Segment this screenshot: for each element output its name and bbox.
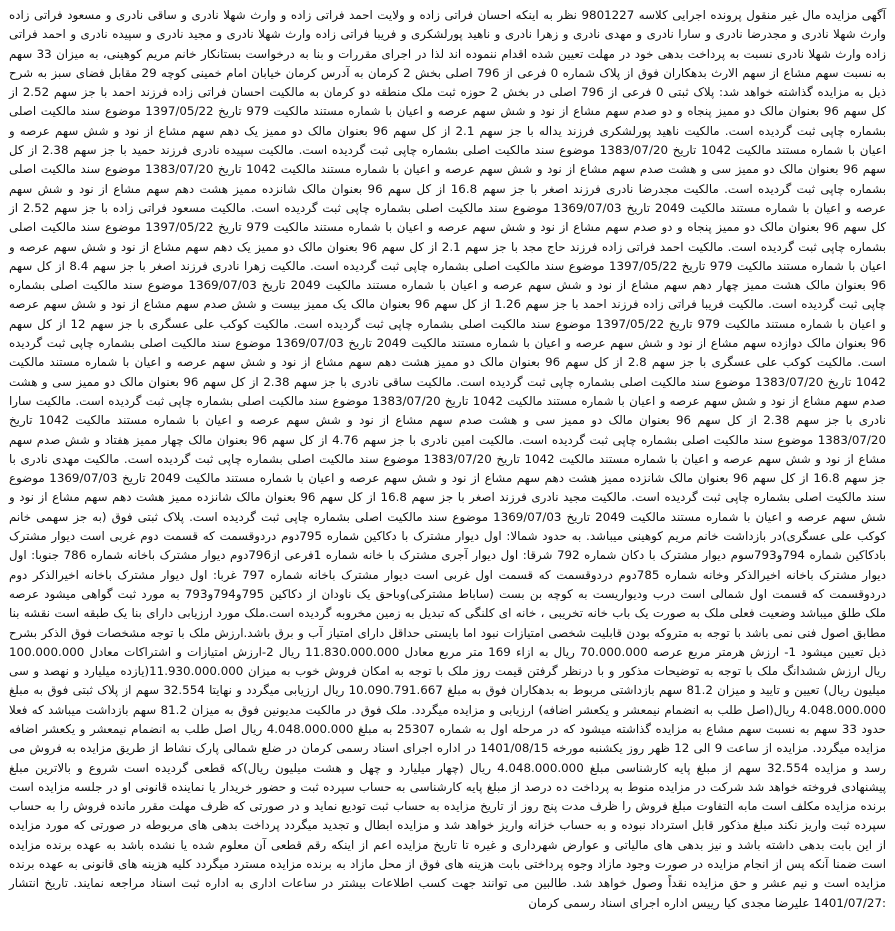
auction-notice-text: آگهی مزایده مال غیر منقول پرونده اجرایی کلاسه 9801227 نظر به اینکه احسان فراتی زاده و ولایت احمد فراتی زاده و وارث شهلا نادری و ساقی نادری و مسعود فراتی زاده وارث شهلا نادری و مجدرضا نادری و سارا نادری و مهدی نادری و زهرا نادری و ناهید پورلشکری و فریبا فراتی زاده وارث شهلا نادری و مجید نادری و سپیده نادری و احمد فراتی زاده وارث شهلا نادری نسبت به پرداخت بدهی خود در مهلت تعیین شده اقدام ننموده اند لذا در اجرای مقررات و بنا به درخواست بستانکار خانم مریم کوهینی، به میزان 33 سهم به نسبت سهم مشاع از سهم الارث بدهکاران فوق از پلاک شماره 0 فرعی از 796 اصلی بخش 2 کرمان به آدرس کرمان خیابان امام خمینی کوچه 29 مقابل فضای سبز به شرح ذیل به مزایده گذاشته خواهد شد: پلاک ثبتی 0 فرعی از 796 اصلی در بخش 2 حوزه ثبت ملک منطقه دو کرمان به مالکیت احسان فراتی زاده فرزند احمد با جز سهم 2.52 از کل سهم 96 بعنوان مالک دو ممیز پنجاه و دو صدم سهم مشاع از نود و شش سهم عرصه و اعیان با شماره مستند مالکیت 979 تاریخ 1397/05/22 موضوع سند مالکیت اصلی بشماره چاپی ثبت گردیده است. مالکیت ناهید پورلشکری فرزند یداله با جز سهم 2.1 از کل سهم 96 بعنوان مالک دو ممیز یک دهم سهم مشاع از نود و شش سهم عرصه و اعیان با شماره مستند مالکیت 1042 تاریخ 1383/07/20 موضوع سند مالکیت اصلی بشماره چاپی ثبت گردیده است. مالکیت سپیده نادری فرزند حمید با جز سهم 2.38 از کل سهم 96 بعنوان مالک دو ممیز سی و هشت صدم سهم مشاع از نود و شش سهم عرصه و اعیان با شماره مستند مالکیت 1042 تاریخ 1383/07/20 موضوع سند مالکیت اصلی بشماره چاپی ثبت گردیده است. مالکیت مجدرضا نادری فرزند اصغر با جز سهم 16.8 از کل سهم 96 بعنوان مالک شانزده ممیز هشت دهم سهم مشاع از نود و شش سهم عرصه و اعیان با شماره مستند مالکیت 2049 تاریخ 1369/07/03 موضوع سند مالکیت اصلی بشماره چاپی ثبت گردیده است. مالکیت مسعود فراتی زاده با جز سهم 2.52 از کل سهم 96 بعنوان مالک دو ممیز پنجاه و دو صدم سهم مشاع از نود و شش سهم عرصه و اعیان با شماره مستند مالکیت 979 تاریخ 1397/05/22 موضوع سند مالکیت اصلی بشماره چاپی ثبت گردیده است. مالکیت احمد فراتی زاده فرزند حاج مجد با جز سهم 2.1 از کل سهم 96 بعنوان مالک دو ممیز یک دهم سهم مشاع از نود و شش سهم عرصه و اعیان با شماره مستند مالکیت 979 تاریخ 1397/05/22 موضوع سند مالکیت اصلی بشماره چاپی ثبت گردیده است. مالکیت زهرا نادری فرزند اصغر با جز سهم 8.4 از کل سهم 96 بعنوان مالک هشت ممیز چهار دهم سهم مشاع از نود و شش سهم عرصه و اعیان با شماره مستند مالکیت 2049 تاریخ 1369/07/03 موضوع سند مالکیت اصلی بشماره چاپی ثبت گردیده است. مالکیت فریبا فراتی زاده فرزند احمد با جز سهم 1.26 از کل سهم 96 بعنوان مالک یک ممیز بیست و شش صدم سهم مشاع از نود و شش سهم عرصه و اعیان با شماره مستند مالکیت 979 تاریخ 1397/05/22 موضوع سند مالکیت اصلی بشماره چاپی ثبت گردیده است. مالکیت کوکب علی عسگری با جز سهم 12 از کل سهم 96 بعنوان مالک دوازده سهم مشاع از نود و شش سهم عرصه و اعیان با شماره مستند مالکیت 2049 تاریخ 1369/07/03 موضوع سند مالکیت اصلی بشماره چاپی ثبت گردیده است. مالکیت کوکب علی عسگری با جز سهم 2.8 از کل سهم 96 بعنوان مالک دو ممیز هشت دهم سهم مشاع از نود و شش سهم عرصه و اعیان با شماره مستند مالکیت 1042 تاریخ 1383/07/20 موضوع سند مالکیت اصلی بشماره چاپی ثبت گردیده است. مالکیت ساقی نادری با جز سهم 2.38 از کل سهم 96 بعنوان مالک دو ممیز سی و هشت صدم سهم مشاع از نود و شش سهم عرصه و اعیان با شماره مستند مالکیت 1042 تاریخ 1383/07/20 موضوع سند مالکیت اصلی بشماره چاپی ثبت گردیده است. مالکیت سارا نادری با جز سهم 2.38 از کل سهم 96 بعنوان مالک دو ممیز سی و هشت صدم سهم مشاع از نود و شش سهم عرصه و اعیان با شماره مستند مالکیت 1042 تاریخ 1383/07/20 موضوع سند مالکیت اصلی بشماره چاپی ثبت گردیده است. مالکیت امین نادری با جز سهم 4.76 از کل سهم 96 بعنوان مالک چهار ممیز هفتاد و شش صدم سهم مشاع از نود و شش سهم عرصه و اعیان با شماره مستند مالکیت 1042 تاریخ 1383/07/20 موضوع سند مالکیت اصلی بشماره چاپی ثبت گردیده است. مالکیت مهدی نادری با جز سهم 16.8 از کل سهم 96 بعنوان مالک شانزده ممیز هشت دهم سهم مشاع از نود و شش سهم عرصه و اعیان با شماره مستند مالکیت 2049 تاریخ 1369/07/03 موضوع سند مالکیت اصلی بشماره چاپی ثبت گردیده است. مالکیت مجید نادری فرزند اصغر با جز سهم 16.8 از کل سهم 96 بعنوان مالک شانزده ممیز هشت دهم سهم مشاع از نود و شش سهم عرصه و اعیان با شماره مستند مالکیت 2049 تاریخ 1369/07/03 موضوع سند مالکیت اصلی بشماره چاپی ثبت گردیده است. پلاک ثبتی فوق (به جز سهمی خانم کوکب علی عسگری)در بازداشت خانم مریم کوهینی میباشد. به حدود شمالا: اول دیوار مشترک با دکاکین شماره 795دوم دردوقسمت که قسمت دوم غربی است دیوار مشترک بادکاکین شماره 794و793سوم دیوار مشترک با دکان شماره 792 شرقا: اول دیوار آجری مشترک با خانه شماره 1فرعی از796دوم دیوار مشترک باخانه شماره 786 جنوبا: اول دیوار مشترک باخانه اخیرالذکر وخانه شماره 785دوم دردوقسمت که قسمت اول غربی است دیوار مشترک باخانه شماره 797 غربا: اول دیوار مشترک باخانه اخیرالذکر دوم دردوقسمت که قسمت اول شمالی است درب ودیواریست به کوچه بن بست (ساباط مشترکی)وباحق یک ناودان از دکاکین 795و794و793 به مورد ثبت گواهی میشود عرصه ملک طلق میباشد وضعیت فعلی ملک به صورت یک باب خانه تخریبی ، خانه ای کلنگی که تبدیل به زمین مخروبه گردیده است.ملک مورد ارزیابی دارای بنا یک طبقه است نقشه بنا مطابق اصول فنی نمی باشد با توجه به متروکه بودن قابلیت شخصی امتیازات نبود اما بایستی حداقل دارای امتیاز آب و برق باشد.ارزش ملک با توجه مشخصات فوق الذکر بشرح ذیل تعیین میشود 1- ارزش هرمتر مربع عرصه 70.000.000 ریال به ازاء 169 متر مربع معادل 11.830.000.000 ریال 2-ارزش امتیازات و اشتراکات معادل 100.000.000 ریال ارزش ششدانگ ملک با توجه به توضیحات مذکور و با درنظر گرفتن قیمت روز ملک با توجه به امکان فروش خوب به میزان 11.930.000.000(یازده میلیارد و نهصد و سی میلیون ریال) تعیین و تایید و میزان 81.2 سهم بازداشتی مربوط به بدهکاران فوق به مبلغ 10.090.791.667 ریال ارزیابی میگردد و نهایتا 32.554 سهم از پلاک ثبتی فوق به مبلغ 4.048.000.000 ریال(اصل طلب به انضمام نیمعشر و یکعشر اضافه) ارزیابی و مزایده میگردد. ملک فوق در مالکیت مدیونین فوق به میزان 81.2 سهم بازداشت میباشد که فعلا حدود 33 سهم به نسبت سهم مشاع به مزایده گذاشته میشود که در مرحله اول به شماره 25307 به مبلغ 4.048.000.000 ریال اصل طلب به انضمام نیمعشر و یکعشر اضافه مزایده میگردد. مزایده از ساعت 9 الی 12 ظهر روز یکشنبه مورخه 1401/08/15 در اداره اجرای اسناد رسمی کرمان در ضلع شمالی پارک نشاط از طریق مزایده به فروش می رسد و مزایده 32.554 سهم از مبلغ پایه کارشناسی مبلغ 4.048.000.000 ریال (چهار میلیارد و چهل و هشت میلیون ریال)که قطعی گردیده است شروع و بالاترین مبلغ پیشنهادی فروخته خواهد شد شرکت در مزایده منوط به پرداخت ده درصد از مبلغ پایه کارشناسی به حساب سپرده ثبت و حضور خریدار یا نماینده قانونی او در جلسه مزایده است برنده مزایده مکلف است مابه التفاوت مبلغ فروش را ظرف مدت پنج روز از تاریخ مزایده به حساب ثبت تودیع نماید و در صورتی که ظرف مهلت مقرر مانده فروش را به حساب سپرده ثبت واریز نکند مبلغ مذکور قابل استرداد نبوده و به حساب خزانه واریز خواهد شد و مزایده ابطال و تجدید میگردد پرداخت بدهی های مربوطه در صورتی که مورد مزایده از این بابت بدهی داشته باشد و نیز بدهی های مالیاتی و عوارض شهرداری و غیره تا تاریخ مزایده اعم از اینکه رقم قطعی آن معلوم شده یا نشده باشد به عهده برنده مزایده است ضمنا آنکه پس از انجام مزایده در صورت وجود مازاد وجوه پرداختی بابت هزینه های فوق از محل مازاد به برنده مزایده مسترد میگردد کلیه هزینه های قانونی به عهده برنده مزایده است و نیم عشر و حق مزایده نقداً وصول خواهد شد. طالبین می توانند جهت کسب اطلاعات بیشتر در ساعات اداری به اداره ثبت اسناد مراجعه نمایند. تاریخ انتشار :1401/07/27 علیرضا مجدی کیا رییس اداره اجرای اسناد رسمی کرمان xyxy=(9,8,887,910)
